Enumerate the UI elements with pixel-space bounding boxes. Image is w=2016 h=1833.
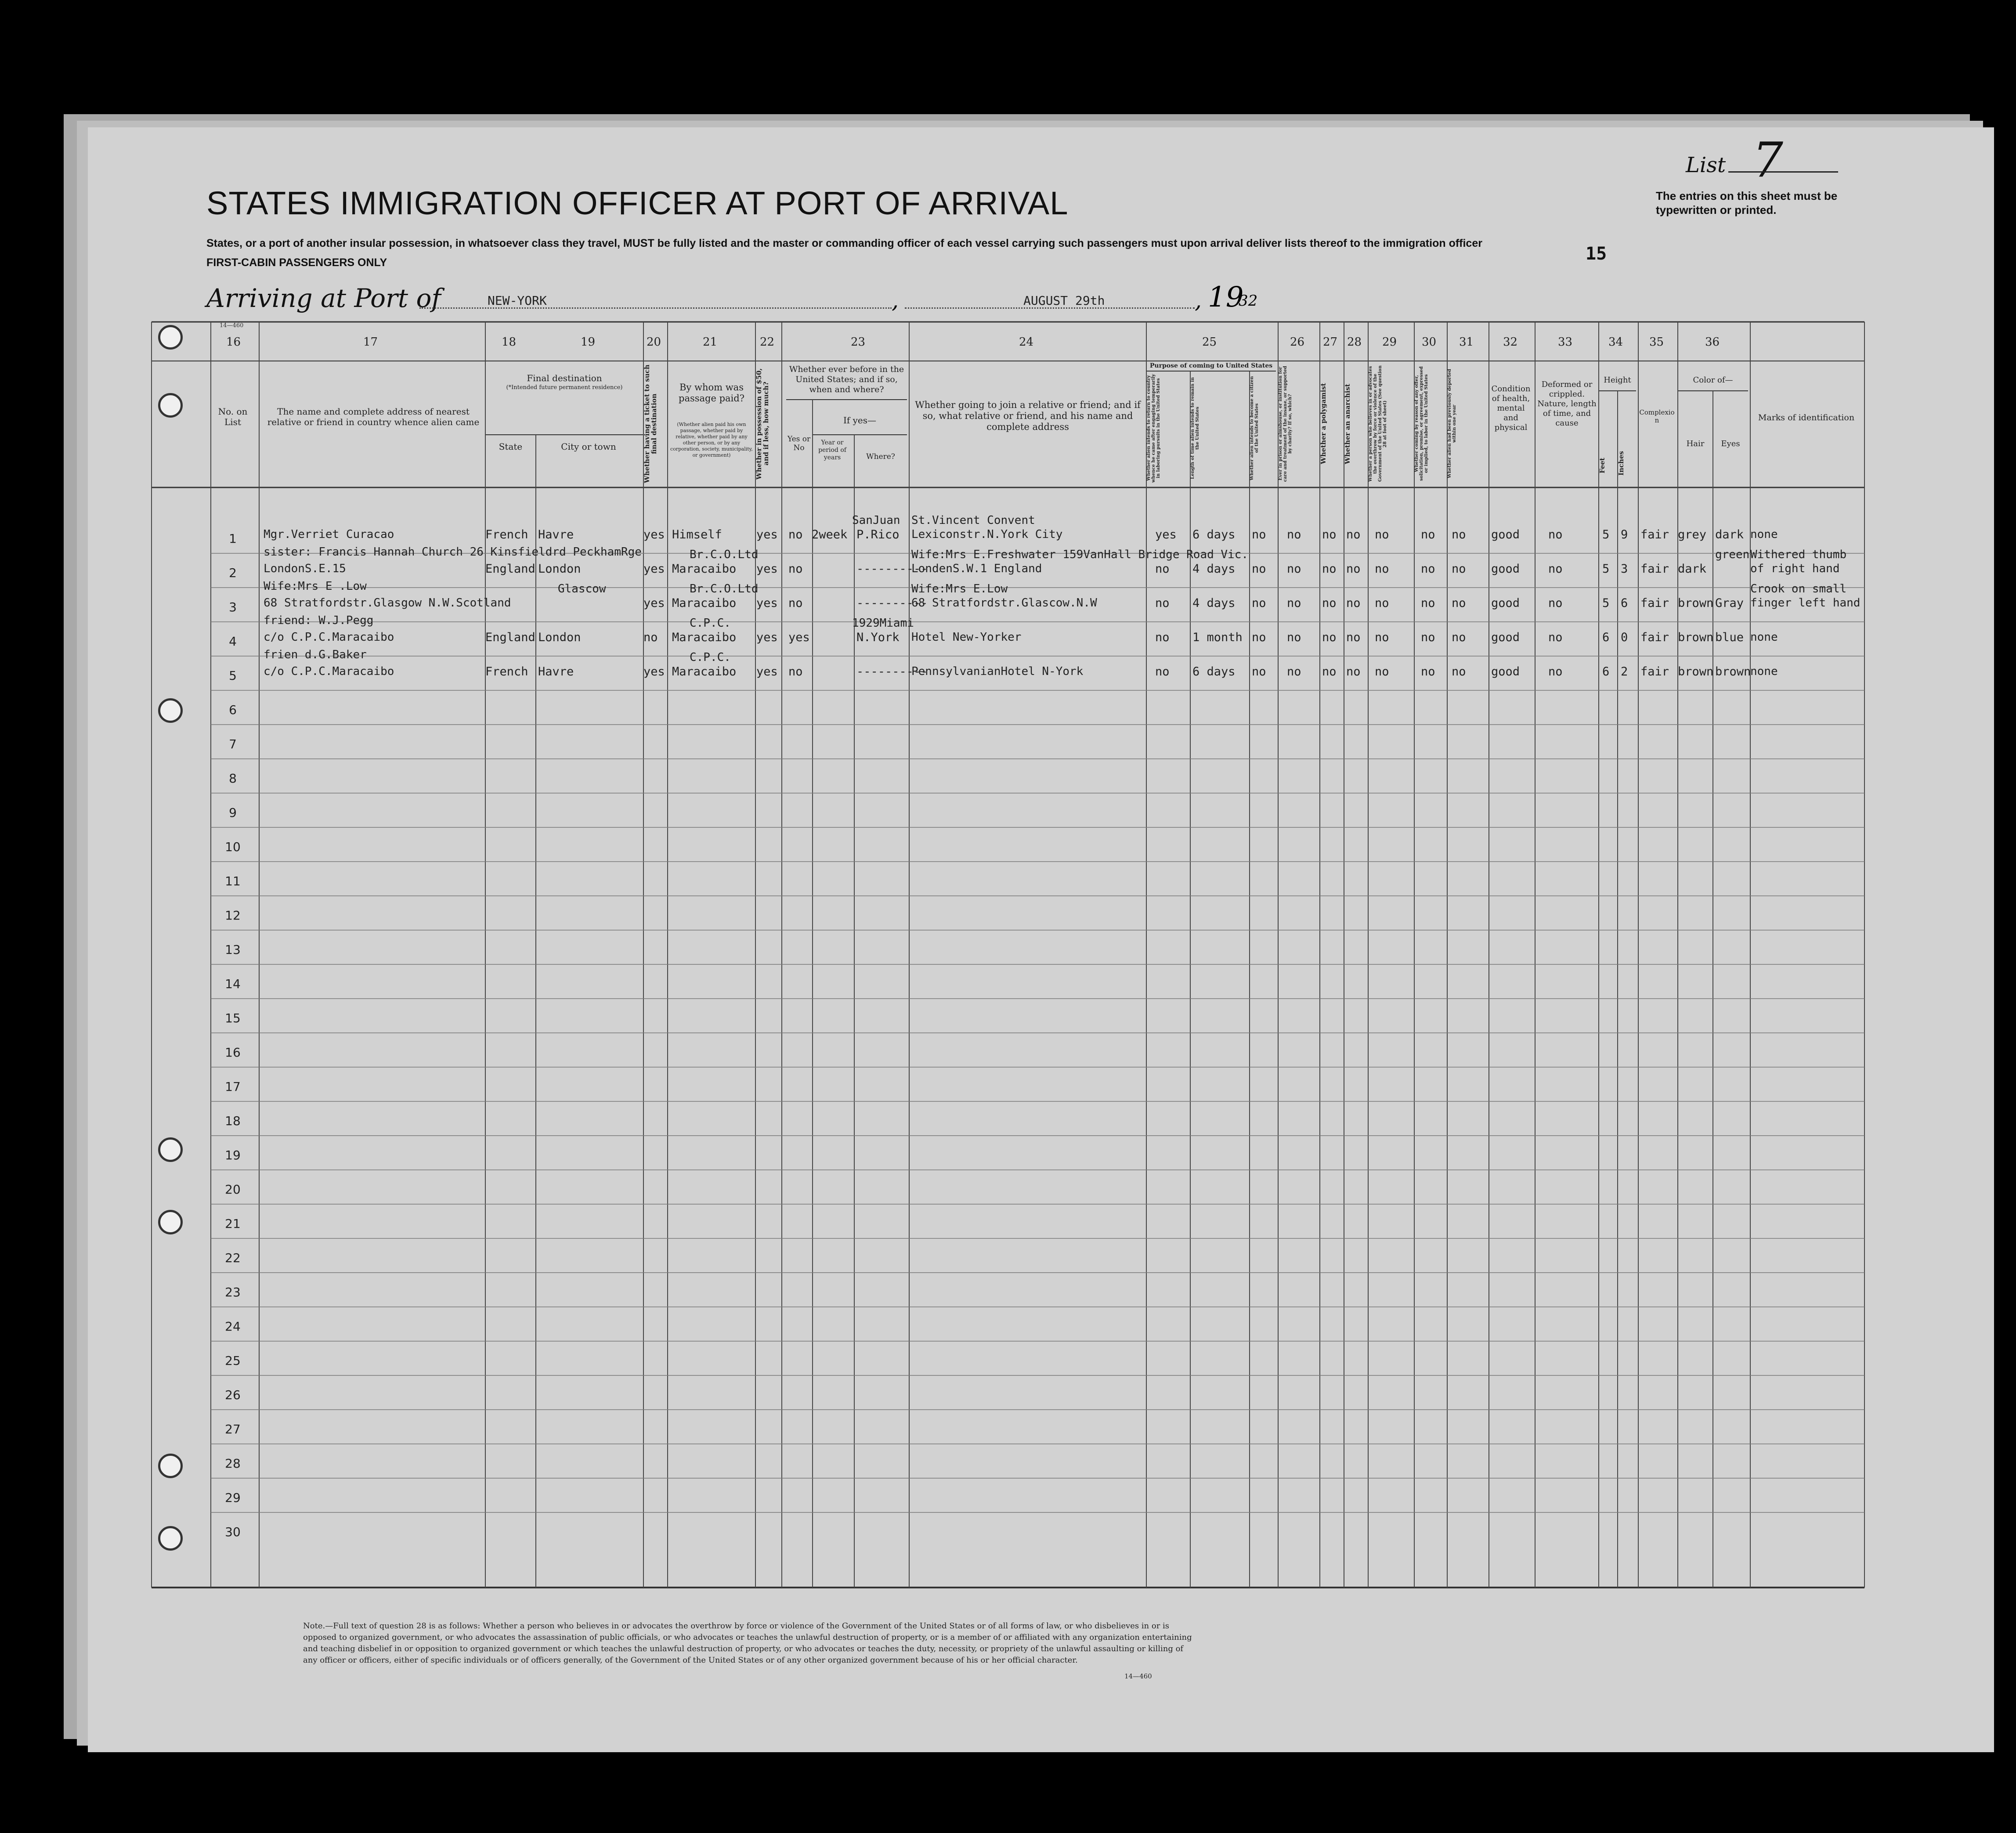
prison: no [1287, 562, 1301, 576]
deformed: no [1548, 596, 1563, 610]
eyes-color: Gray [1715, 596, 1744, 610]
deported: no [1452, 528, 1466, 541]
paid-by: Maracaibo [672, 665, 737, 678]
entries-note: The entries on this sheet must be typewritten or printed. [1656, 189, 1838, 216]
marks-upper: Crook on small [1750, 582, 1847, 595]
before-where-upper: 1929Miami [852, 617, 914, 630]
height-inches: 6 [1621, 596, 1628, 610]
col-no-on-list: No. on List [218, 406, 248, 427]
labor-offer: no [1421, 596, 1435, 610]
anarchist: no [1346, 665, 1361, 678]
paid-by-upper: Br.C.O.Ltd [690, 582, 759, 595]
row-number: 4 [229, 634, 237, 649]
column-number: 17 [363, 336, 378, 349]
intends-citizen: no [1252, 562, 1266, 576]
deported: no [1452, 596, 1466, 610]
column-number: 16 [226, 336, 241, 349]
overthrow: no [1375, 631, 1389, 644]
hair-color: grey [1678, 528, 1707, 541]
length-stay: 4 days [1192, 562, 1236, 576]
col-color-of: Color of— [1693, 375, 1733, 385]
form-number: 14—460 [220, 322, 244, 329]
arriving-label: Arriving at Port of [206, 283, 441, 313]
complexion: fair [1640, 596, 1669, 610]
join-upper: Wife:Mrs E.Low [911, 582, 1008, 595]
list-label: List [1686, 153, 1726, 177]
instructions-line: States, or a port of another insular possession, in whatsoever class they travel, MUST be fully listed and the master or commanding officer of each vessel carrying such passengers must upon arrival deliver lists thereof to the immigration officer [206, 237, 1482, 249]
overthrow: no [1375, 562, 1389, 576]
final-state: French [485, 528, 528, 541]
question-28-note: Note.—Full text of question 28 is as follows: Whether a person who believes in or advocates the overthrow by force or violence of the Government of the United States or of all forms of law, or who disbelieves in or is opposed to organized government, or who advocates the assassination of public officials, or who advocates or teaches the unlawful destruction of property, or is a member of or affiliated with any organization entertaining and teaching disbelief in or opposition to organized government or which teaches the unlawful destruction of property, or who advocates or teaches the duty, necessity, or propriety of the unlawful assaulting or killing of any officer or officers, either of specific individuals or of officers generally, of the Government of the United States or of any other organized government because of his or her official character. [303, 1621, 1192, 1665]
intends-return: no [1155, 631, 1170, 644]
col-health: Condition of health, mental and physical [1491, 384, 1531, 432]
column-number: 31 [1459, 336, 1474, 349]
column-number: 18 [502, 336, 517, 349]
col-overthrow: Whether a person who believes in or advocates the overthrow by force or violence of the Government of the United States (See question 28 at foot of sheet) [1368, 365, 1387, 482]
footer-form-number: 14—460 [1124, 1672, 1152, 1680]
relative-upper: Wife:Mrs E .Low [264, 580, 367, 593]
row-number: 2 [229, 566, 237, 580]
row-number: 24 [225, 1319, 241, 1334]
row-number: 15 [225, 1011, 241, 1025]
complexion: fair [1640, 665, 1669, 678]
row-number: 21 [225, 1216, 241, 1231]
paid-by-upper: C.P.C. [690, 651, 731, 664]
col-if-yes: If yes— [843, 415, 877, 426]
polygamist: no [1322, 528, 1337, 541]
join-relative: LondenS.W.1 England [911, 562, 1042, 575]
deformed: no [1548, 562, 1563, 576]
complexion: fair [1640, 528, 1669, 541]
final-city-upper: Glascow [558, 582, 606, 595]
row-number: 9 [229, 805, 237, 820]
ticket: yes [643, 596, 665, 610]
form-title: STATES IMMIGRATION OFFICER AT PORT OF ARRIVAL [206, 185, 1069, 221]
column-number: 30 [1422, 336, 1437, 349]
hair-color: dark [1678, 562, 1707, 576]
complexion: fair [1640, 631, 1669, 644]
intends-return: yes [1155, 528, 1177, 541]
anarchist: no [1346, 562, 1361, 576]
column-number: 23 [851, 336, 866, 349]
final-city: Havre [538, 528, 574, 541]
final-state: England [485, 631, 535, 644]
paid-by-upper: C.P.C. [690, 617, 731, 630]
col-deformed: Deformed or crippled. Nature, length of time, and cause [1537, 380, 1597, 428]
row-number: 6 [229, 703, 237, 717]
col-citizen: Whether alien intends to become a citizen of the United States [1250, 376, 1259, 480]
hair-color: brown [1678, 596, 1714, 610]
intends-citizen: no [1252, 596, 1266, 610]
prison: no [1287, 596, 1301, 610]
column-number: 19 [581, 336, 596, 349]
labor-offer: no [1421, 528, 1435, 541]
marks: none [1750, 528, 1778, 541]
before-where: ---------- [856, 596, 928, 610]
height-inches: 0 [1621, 631, 1628, 644]
col-complexion: Complexion [1639, 408, 1675, 424]
paid-by: Himself [672, 528, 722, 541]
intends-citizen: no [1252, 631, 1266, 644]
prison: no [1287, 631, 1301, 644]
overthrow: no [1375, 665, 1389, 678]
marks: none [1750, 665, 1778, 678]
final-city: London [538, 562, 581, 576]
col-passage-paid-note: (Whether alien paid his own passage, whether paid by relative, whether paid by any other person, or by any corporation, society, municipality, or government) [670, 422, 753, 458]
join-relative: PennsylvanianHotel N-York [911, 665, 1084, 678]
before-yes-no: no [788, 562, 803, 576]
paid-by: Maracaibo [672, 596, 737, 610]
comma: , [892, 288, 899, 313]
join-relative: 68 Stratfordstr.Glascow.N.W [911, 596, 1097, 610]
col-hair: Hair [1686, 439, 1705, 448]
col-labor-offer: Whether coming by reason of any offer, solicitation, promise, or agreement, expressed or implied, to labor in the United States [1414, 366, 1429, 481]
anarchist: no [1346, 631, 1361, 644]
before-yes-no: no [788, 528, 803, 541]
deported: no [1452, 665, 1466, 678]
column-number: 33 [1558, 336, 1573, 349]
health: good [1491, 562, 1520, 576]
row-number: 30 [225, 1525, 241, 1539]
paid-by: Maracaibo [672, 631, 737, 644]
hair-color: brown [1678, 665, 1714, 678]
col-state: State [499, 441, 523, 452]
column-number: 29 [1382, 336, 1397, 349]
final-state: England [485, 562, 535, 576]
join-upper: St.Vincent Convent [911, 514, 1035, 527]
column-number: 35 [1649, 336, 1664, 349]
height-feet: 5 [1602, 528, 1610, 541]
relative-name-address: LondonS.E.15 [264, 562, 346, 575]
join-relative: Hotel New-Yorker [911, 631, 1022, 644]
relative-upper: friend: W.J.Pegg [264, 614, 374, 627]
eyes-color-upper: green [1715, 548, 1750, 561]
row-number: 28 [225, 1456, 241, 1471]
row-number: 25 [225, 1353, 241, 1368]
col-before-yes-no: Yes or No [787, 435, 811, 452]
col-deported: Whether alien had been previously deported within one year [1447, 369, 1457, 479]
money: yes [756, 665, 778, 678]
before-where-upper: SanJuan [852, 514, 900, 527]
prison: no [1287, 528, 1301, 541]
final-city: Havre [538, 665, 574, 678]
relative-upper: frien d.G.Baker [264, 648, 367, 661]
row-number: 13 [225, 942, 241, 957]
before-where: N.York [856, 631, 900, 644]
paid-by: Maracaibo [672, 562, 737, 576]
money: yes [756, 562, 778, 576]
marks: finger left hand [1750, 596, 1861, 610]
relative-name-address: Mgr.Verriet Curacao [264, 528, 394, 541]
height-feet: 6 [1602, 631, 1610, 644]
intends-return: no [1155, 562, 1170, 576]
deformed: no [1548, 665, 1563, 678]
intends-return: no [1155, 665, 1170, 678]
row-number: 26 [225, 1388, 241, 1402]
length-stay: 4 days [1192, 596, 1236, 610]
labor-offer: no [1421, 562, 1435, 576]
col-join-relative: Whether going to join a relative or friend; and if so, what relative or friend, and his name and complete address [915, 400, 1141, 432]
cabin-class-label: FIRST-CABIN PASSENGERS ONLY [206, 256, 387, 269]
row-number: 29 [225, 1490, 241, 1505]
row-number: 1 [229, 531, 237, 546]
marks: of right hand [1750, 562, 1840, 575]
row-number: 17 [225, 1079, 241, 1094]
height-inches: 9 [1621, 528, 1628, 541]
col-feet: Feet [1598, 458, 1606, 473]
polygamist: no [1322, 562, 1337, 576]
column-number: 20 [647, 336, 661, 349]
money: yes [756, 631, 778, 644]
health: good [1491, 665, 1520, 678]
row-number: 11 [225, 874, 241, 888]
marks-upper: Withered thumb [1750, 548, 1847, 561]
col-city: City or town [561, 441, 616, 452]
col-prison: Ever in prison or almshouse, or institution for care and treatment of the insane, or supported by charity? If so, which? [1278, 366, 1293, 482]
height-feet: 6 [1602, 665, 1610, 678]
prison: no [1287, 665, 1301, 678]
col-money: Whether in possession of $50, and if less, how much? [755, 368, 770, 480]
ticket: no [643, 631, 658, 644]
col-marks: Marks of identification [1758, 413, 1855, 422]
col-height: Height [1604, 375, 1631, 385]
health: good [1491, 528, 1520, 541]
paid-by-upper: Br.C.O.Ltd [690, 548, 759, 561]
col-anarchist: Whether an anarchist [1344, 383, 1351, 464]
row-number: 18 [225, 1114, 241, 1128]
eyes-color: brown [1715, 665, 1751, 678]
column-number: 22 [760, 336, 775, 349]
polygamist: no [1322, 631, 1337, 644]
intends-citizen: no [1252, 528, 1266, 541]
height-inches: 3 [1621, 562, 1628, 576]
row-number: 22 [225, 1251, 241, 1265]
join-upper: Wife:Mrs E.Freshwater 159VanHall Bridge Road Vic. [911, 548, 1249, 561]
sheet-number: 15 [1586, 244, 1607, 264]
deported: no [1452, 562, 1466, 576]
list-number: 7 [1752, 132, 1783, 188]
height-feet: 5 [1602, 596, 1610, 610]
intends-return: no [1155, 596, 1170, 610]
col-polygamist: Whether a polygamist [1319, 383, 1327, 465]
column-number: 24 [1019, 336, 1034, 349]
col-final-destination: Final destination [527, 373, 602, 383]
col-where: Where? [866, 452, 895, 461]
hair-color: brown [1678, 631, 1714, 644]
row-number: 3 [229, 600, 237, 614]
relative-upper: sister: Francis Hannah Church 26 Kinsfieldrd PeckhamRge [264, 545, 642, 559]
col-years: Year or period of years [818, 439, 846, 461]
money: yes [756, 596, 778, 610]
year-prefix: 19 [1208, 281, 1244, 314]
labor-offer: no [1421, 631, 1435, 644]
column-number: 27 [1323, 336, 1338, 349]
col-final-destination-note: (*Intended future permanent residence) [506, 384, 623, 391]
height-feet: 5 [1602, 562, 1610, 576]
year-suffix: 32 [1239, 292, 1258, 310]
complexion: fair [1640, 562, 1669, 576]
before-yes-no: no [788, 665, 803, 678]
column-number: 28 [1347, 336, 1362, 349]
before-where: ---------- [856, 665, 928, 678]
row-number: 19 [225, 1148, 241, 1162]
col-purpose: Purpose of coming to United States [1149, 362, 1273, 369]
length-stay: 6 days [1192, 528, 1236, 541]
col-ever-before: Whether ever before in the United States; and if so, when and where? [789, 364, 904, 394]
before-yes-no: yes [788, 631, 810, 644]
col-intends-return: Whether alien intends to return to country whence he came after engaging temporarily in laboring pursuits in the United States [1146, 374, 1161, 483]
row-number: 27 [225, 1422, 241, 1436]
intends-citizen: no [1252, 665, 1266, 678]
final-state: French [485, 665, 528, 678]
relative-name-address: 68 Stratfordstr.Glasgow N.W.Scotland [264, 596, 511, 610]
length-stay: 6 days [1192, 665, 1236, 678]
col-passage-paid: By whom was passage paid? [679, 382, 744, 404]
length-stay: 1 month [1192, 631, 1243, 644]
col-nearest-relative: The name and complete address of nearest relative or friend in country whence alien came [267, 406, 480, 427]
date-value: AUGUST 29th [1023, 293, 1105, 308]
column-number: 34 [1608, 336, 1623, 349]
overthrow: no [1375, 596, 1389, 610]
join-relative: Lexiconstr.N.York City [911, 528, 1063, 541]
relative-name-address: c/o C.P.C.Maracaibo [264, 665, 394, 678]
ticket: yes [643, 528, 665, 541]
eyes-color: dark [1715, 528, 1744, 541]
row-number: 10 [225, 840, 241, 854]
col-eyes: Eyes [1721, 439, 1740, 448]
row-number: 7 [229, 737, 237, 751]
final-city: London [538, 631, 581, 644]
ticket: yes [643, 665, 665, 678]
health: good [1491, 596, 1520, 610]
row-number: 8 [229, 771, 237, 786]
before-where: ---------- [856, 562, 928, 576]
col-length-stay: Length of time alien intends to remain in the United States [1190, 377, 1200, 480]
ticket: yes [643, 562, 665, 576]
deported: no [1452, 631, 1466, 644]
row-number: 20 [225, 1182, 241, 1197]
col-inches: Inches [1617, 451, 1625, 476]
labor-offer: no [1421, 665, 1435, 678]
before-years: 2week [812, 528, 848, 541]
marks: none [1750, 631, 1778, 644]
comma: , [1195, 288, 1202, 313]
column-number: 26 [1290, 336, 1305, 349]
column-number: 32 [1503, 336, 1518, 349]
row-number: 14 [225, 977, 241, 991]
relative-name-address: c/o C.P.C.Maracaibo [264, 631, 394, 644]
deformed: no [1548, 631, 1563, 644]
row-number: 16 [225, 1045, 241, 1060]
row-number: 23 [225, 1285, 241, 1299]
anarchist: no [1346, 596, 1361, 610]
eyes-color: blue [1715, 631, 1744, 644]
column-number: 25 [1202, 336, 1217, 349]
row-number: 12 [225, 908, 241, 923]
anarchist: no [1346, 528, 1361, 541]
deformed: no [1548, 528, 1563, 541]
polygamist: no [1322, 665, 1337, 678]
port-value: NEW-YORK [488, 293, 547, 308]
money: yes [756, 528, 778, 541]
column-number: 36 [1705, 336, 1720, 349]
column-number: 21 [703, 336, 718, 349]
polygamist: no [1322, 596, 1337, 610]
row-number: 5 [229, 668, 237, 683]
health: good [1491, 631, 1520, 644]
height-inches: 2 [1621, 665, 1628, 678]
col-ticket: Whether having a ticket to such final destination [643, 364, 658, 483]
before-where: P.Rico [856, 528, 900, 541]
overthrow: no [1375, 528, 1389, 541]
before-yes-no: no [788, 596, 803, 610]
